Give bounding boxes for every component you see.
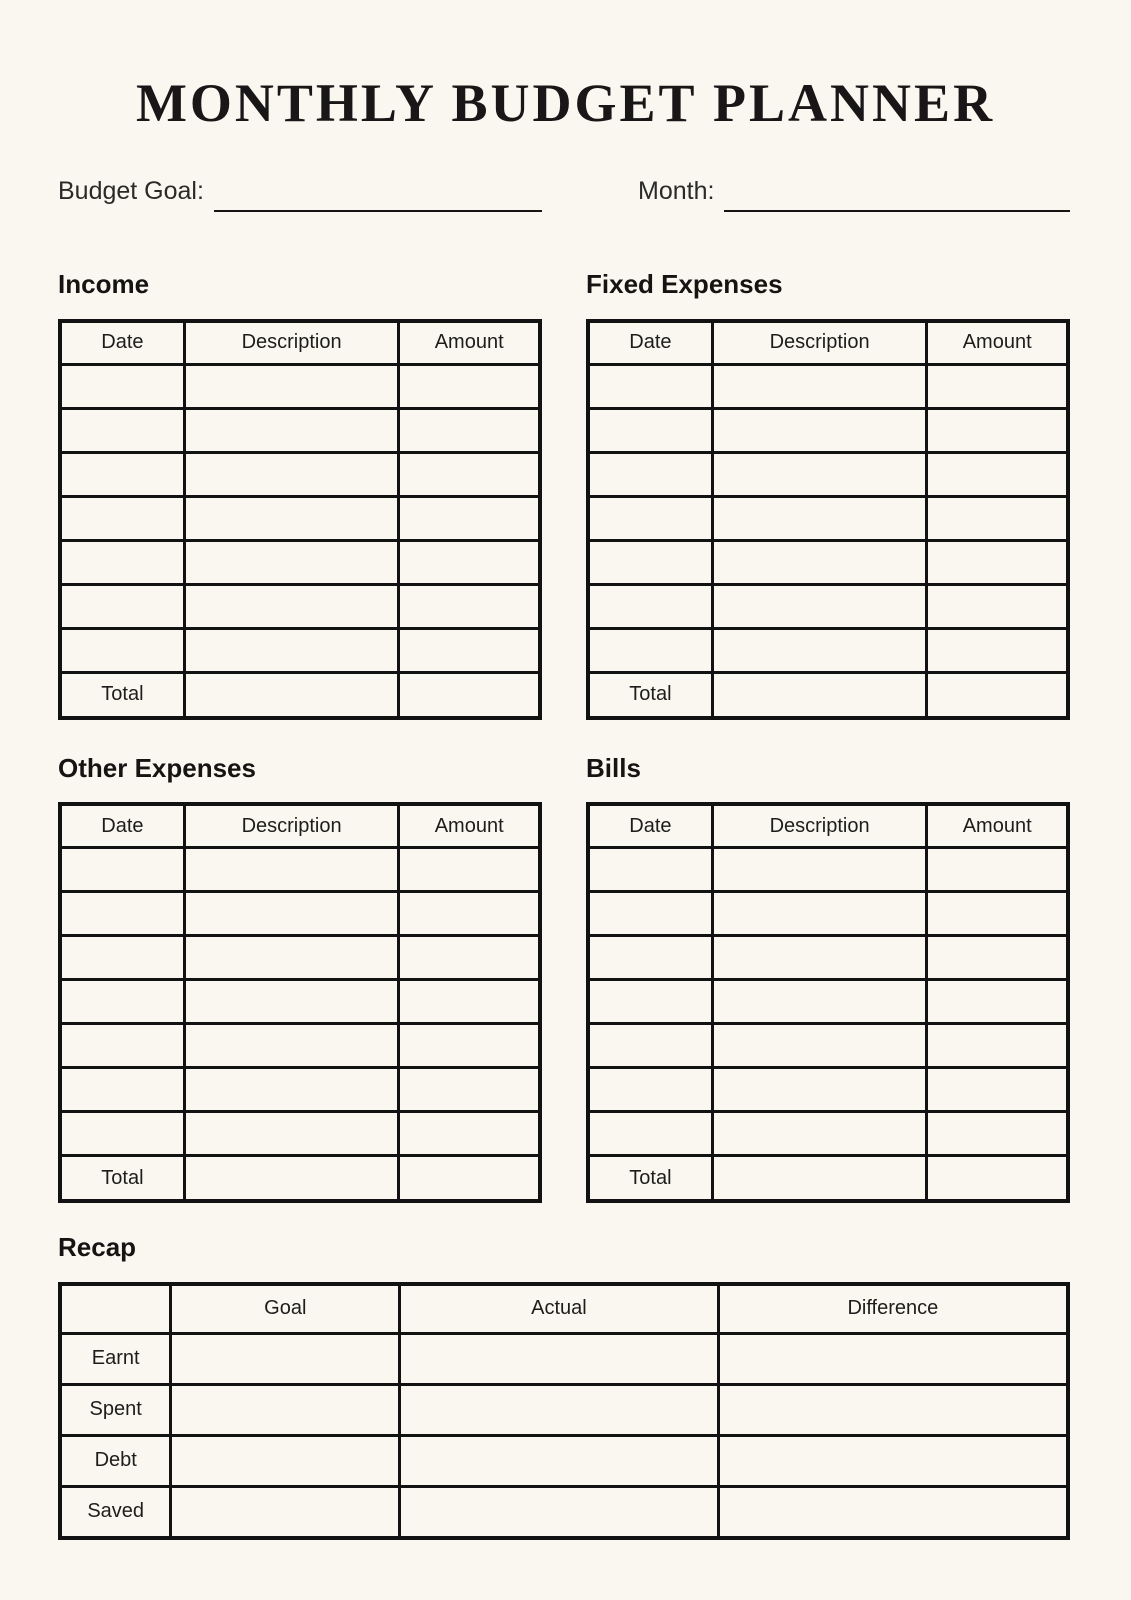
empty-entry-cell [60, 892, 184, 936]
empty-entry-cell [399, 980, 540, 1024]
empty-entry-cell [399, 496, 540, 540]
table-header-row [60, 321, 540, 365]
empty-entry-cell [399, 584, 540, 628]
empty-entry-row [588, 364, 1068, 408]
empty-entry-cell [184, 980, 399, 1024]
empty-entry-cell [588, 364, 712, 408]
section-heading-income: Income [58, 269, 150, 300]
recap-table [58, 1282, 1070, 1540]
column-header-description: Description [712, 321, 927, 365]
recap-row-label: Saved [60, 1486, 171, 1538]
column-header-difference: Difference [718, 1284, 1068, 1334]
empty-entry-row [588, 540, 1068, 584]
empty-entry-cell [184, 496, 399, 540]
section-recap [58, 1231, 1070, 1540]
empty-entry-row [588, 628, 1068, 672]
income-table [58, 319, 542, 720]
recap-corner-cell [60, 1284, 171, 1334]
empty-entry-row [60, 452, 540, 496]
section-heading-other-expenses: Other Expenses [58, 752, 256, 783]
total-amount-cell [399, 672, 540, 718]
empty-entry-row [588, 892, 1068, 936]
empty-entry-cell [712, 540, 927, 584]
empty-entry-cell [60, 980, 184, 1024]
empty-entry-cell [184, 1024, 399, 1068]
recap-row-spent [60, 1384, 1068, 1435]
recap-difference-cell [718, 1384, 1068, 1435]
empty-entry-cell [399, 408, 540, 452]
section-other-expenses [58, 752, 542, 1204]
empty-entry-cell [184, 584, 399, 628]
total-row [60, 672, 540, 718]
column-header-goal: Goal [171, 1284, 400, 1334]
empty-entry-cell [712, 980, 927, 1024]
empty-entry-row [60, 540, 540, 584]
empty-entry-cell [60, 936, 184, 980]
empty-entry-cell [588, 936, 712, 980]
empty-entry-cell [399, 1112, 540, 1156]
empty-entry-cell [588, 408, 712, 452]
empty-entry-row [60, 892, 540, 936]
empty-entry-cell [712, 452, 927, 496]
table-header-row [588, 321, 1068, 365]
empty-entry-cell [588, 848, 712, 892]
empty-entry-row [60, 1112, 540, 1156]
empty-entry-cell [588, 540, 712, 584]
empty-entry-cell [60, 1024, 184, 1068]
empty-entry-cell [927, 1112, 1068, 1156]
recap-goal-cell [171, 1384, 400, 1435]
empty-entry-cell [399, 364, 540, 408]
empty-entry-cell [184, 628, 399, 672]
empty-entry-cell [712, 364, 927, 408]
total-description-cell [712, 1156, 927, 1202]
empty-entry-cell [712, 848, 927, 892]
empty-entry-row [60, 364, 540, 408]
empty-entry-cell [712, 936, 927, 980]
recap-row-label: Earnt [60, 1333, 171, 1384]
total-row [60, 1156, 540, 1202]
empty-entry-cell [399, 1024, 540, 1068]
empty-entry-cell [399, 540, 540, 584]
total-amount-cell [927, 672, 1068, 718]
empty-entry-cell [588, 980, 712, 1024]
total-label: Total [60, 1156, 184, 1202]
empty-entry-cell [184, 1068, 399, 1112]
empty-entry-row [588, 584, 1068, 628]
recap-actual-cell [400, 1435, 719, 1486]
column-header-amount: Amount [399, 321, 540, 365]
empty-entry-cell [927, 364, 1068, 408]
empty-entry-cell [60, 540, 184, 584]
empty-entry-row [60, 496, 540, 540]
recap-goal-cell [171, 1435, 400, 1486]
empty-entry-cell [588, 628, 712, 672]
empty-entry-row [60, 1068, 540, 1112]
empty-entry-cell [60, 496, 184, 540]
empty-entry-row [60, 936, 540, 980]
empty-entry-cell [712, 1024, 927, 1068]
empty-entry-cell [588, 1068, 712, 1112]
empty-entry-cell [588, 452, 712, 496]
empty-entry-row [588, 936, 1068, 980]
column-header-description: Description [712, 804, 927, 848]
table-header-row [588, 804, 1068, 848]
empty-entry-row [60, 1024, 540, 1068]
empty-entry-cell [184, 848, 399, 892]
recap-actual-cell [400, 1333, 719, 1384]
empty-entry-row [60, 980, 540, 1024]
column-header-date: Date [60, 321, 184, 365]
empty-entry-cell [60, 1112, 184, 1156]
section-bills [586, 752, 1070, 1204]
empty-entry-row [588, 452, 1068, 496]
total-description-cell [712, 672, 927, 718]
table-header-row [60, 804, 540, 848]
empty-entry-cell [588, 1024, 712, 1068]
empty-entry-cell [60, 1068, 184, 1112]
empty-entry-cell [712, 1068, 927, 1112]
empty-entry-cell [927, 496, 1068, 540]
section-heading-recap: Recap [58, 1232, 137, 1263]
total-amount-cell [927, 1156, 1068, 1202]
total-description-cell [184, 672, 399, 718]
recap-difference-cell [718, 1333, 1068, 1384]
recap-actual-cell [400, 1384, 719, 1435]
empty-entry-cell [927, 848, 1068, 892]
recap-goal-cell [171, 1333, 400, 1384]
empty-entry-cell [712, 496, 927, 540]
column-header-description: Description [184, 321, 399, 365]
empty-entry-row [588, 1024, 1068, 1068]
empty-entry-row [588, 408, 1068, 452]
empty-entry-row [60, 584, 540, 628]
empty-entry-cell [399, 848, 540, 892]
empty-entry-cell [60, 584, 184, 628]
recap-row-label: Debt [60, 1435, 171, 1486]
empty-entry-cell [712, 408, 927, 452]
empty-entry-row [60, 408, 540, 452]
column-header-date: Date [60, 804, 184, 848]
column-header-date: Date [588, 804, 712, 848]
empty-entry-cell [399, 936, 540, 980]
section-income [58, 268, 542, 720]
empty-entry-cell [927, 408, 1068, 452]
budget-goal-blank-line [214, 209, 542, 212]
month-field [638, 177, 1070, 206]
recap-header-row [60, 1284, 1068, 1334]
column-header-amount: Amount [399, 804, 540, 848]
empty-entry-cell [60, 628, 184, 672]
empty-entry-cell [927, 1068, 1068, 1112]
empty-entry-cell [588, 584, 712, 628]
total-description-cell [184, 1156, 399, 1202]
empty-entry-row [588, 1068, 1068, 1112]
recap-row-earnt [60, 1333, 1068, 1384]
total-amount-cell [399, 1156, 540, 1202]
section-heading-fixed-expenses: Fixed Expenses [586, 269, 783, 300]
empty-entry-cell [588, 1112, 712, 1156]
budget-goal-field [58, 177, 542, 206]
column-header-date: Date [588, 321, 712, 365]
empty-entry-cell [588, 892, 712, 936]
recap-goal-cell [171, 1486, 400, 1538]
section-fixed-expenses [586, 268, 1070, 720]
fixed-expenses-table [586, 319, 1070, 720]
recap-actual-cell [400, 1486, 719, 1538]
empty-entry-cell [60, 848, 184, 892]
empty-entry-cell [927, 936, 1068, 980]
empty-entry-row [588, 496, 1068, 540]
empty-entry-cell [927, 452, 1068, 496]
empty-entry-cell [184, 936, 399, 980]
empty-entry-cell [927, 628, 1068, 672]
budget-sections [58, 268, 1070, 1203]
section-heading-bills: Bills [586, 752, 641, 783]
empty-entry-row [60, 628, 540, 672]
recap-difference-cell [718, 1435, 1068, 1486]
empty-entry-row [588, 980, 1068, 1024]
empty-entry-cell [60, 408, 184, 452]
empty-entry-cell [712, 628, 927, 672]
column-header-amount: Amount [927, 321, 1068, 365]
empty-entry-cell [712, 892, 927, 936]
empty-entry-row [588, 848, 1068, 892]
empty-entry-cell [927, 1024, 1068, 1068]
empty-entry-cell [184, 452, 399, 496]
empty-entry-cell [399, 628, 540, 672]
empty-entry-cell [184, 364, 399, 408]
total-label: Total [588, 672, 712, 718]
recap-row-debt [60, 1435, 1068, 1486]
empty-entry-cell [184, 540, 399, 584]
empty-entry-cell [399, 452, 540, 496]
empty-entry-cell [60, 452, 184, 496]
bills-table [586, 802, 1070, 1203]
budget-goal-label: Budget Goal: [58, 177, 204, 206]
empty-entry-cell [184, 408, 399, 452]
total-label: Total [588, 1156, 712, 1202]
empty-entry-cell [927, 540, 1068, 584]
total-row [588, 1156, 1068, 1202]
empty-entry-cell [712, 1112, 927, 1156]
recap-row-label: Spent [60, 1384, 171, 1435]
other-expenses-table [58, 802, 542, 1203]
empty-entry-cell [60, 364, 184, 408]
recap-row-saved [60, 1486, 1068, 1538]
column-header-actual: Actual [400, 1284, 719, 1334]
empty-entry-cell [927, 584, 1068, 628]
column-header-amount: Amount [927, 804, 1068, 848]
empty-entry-cell [399, 1068, 540, 1112]
total-row [588, 672, 1068, 718]
empty-entry-cell [588, 496, 712, 540]
empty-entry-cell [927, 980, 1068, 1024]
empty-entry-cell [712, 584, 927, 628]
column-header-description: Description [184, 804, 399, 848]
empty-entry-cell [184, 892, 399, 936]
month-label: Month: [638, 177, 715, 206]
header-fields [58, 177, 1070, 206]
total-label: Total [60, 672, 184, 718]
empty-entry-cell [184, 1112, 399, 1156]
empty-entry-row [588, 1112, 1068, 1156]
page-title: MONTHLY BUDGET PLANNER [135, 73, 996, 133]
recap-difference-cell [718, 1486, 1068, 1538]
month-blank-line [724, 209, 1070, 212]
empty-entry-cell [927, 892, 1068, 936]
empty-entry-cell [399, 892, 540, 936]
empty-entry-row [60, 848, 540, 892]
